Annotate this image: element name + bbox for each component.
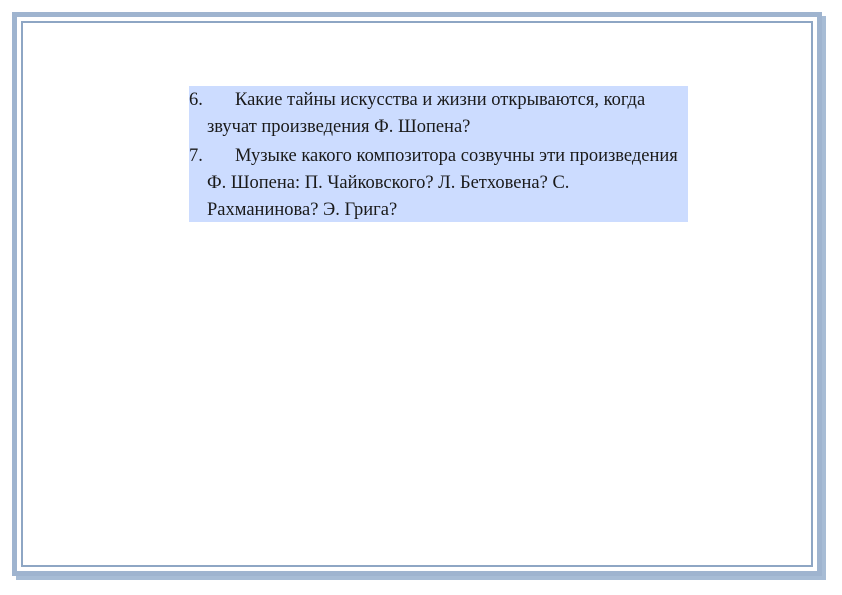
- question-number: 7.: [189, 146, 203, 166]
- questions-text-box: [189, 86, 688, 222]
- question-item-7: [189, 143, 682, 224]
- question-item-6: [189, 87, 682, 141]
- question-number: 6.: [189, 90, 203, 110]
- question-text: Какие тайны искусства и жизни открываются, когда звучат произведения Ф. Шопена?: [207, 90, 646, 137]
- question-text: Музыке какого композитора созвучны эти произведения Ф. Шопена: П. Чайковского? Л. Бетховена? С. Рахманинова? Э. Грига?: [207, 146, 678, 220]
